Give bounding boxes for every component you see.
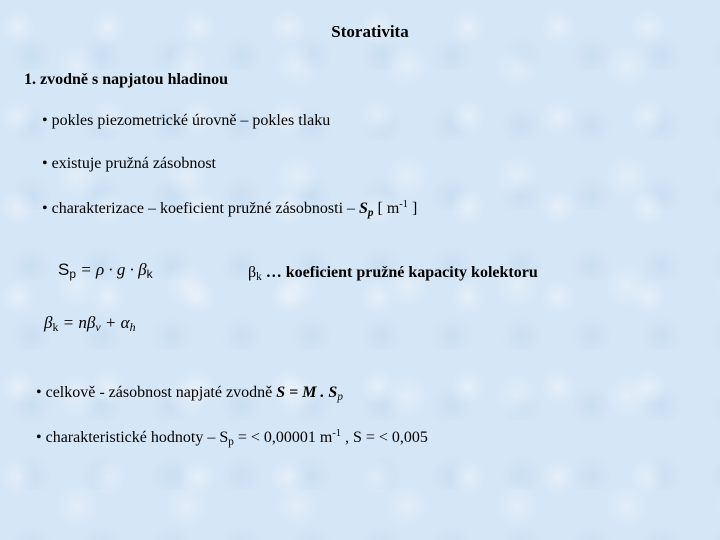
formula-specific-storage [58, 260, 153, 281]
slide-title: Storativita [331, 22, 409, 41]
unit-exponent: -1 [399, 199, 408, 210]
unit-close: ] [407, 200, 418, 217]
values-tail: , S = < 0,005 [340, 429, 428, 446]
formula-rhs-sub: k [146, 267, 153, 281]
bullet-elastic-storage: • existuje pružná zásobnost [42, 155, 216, 172]
values-mid: = < 0,00001 m [233, 429, 333, 446]
storativity-equation: S = M . S [276, 384, 338, 401]
beta-subscript: k [256, 271, 262, 283]
bullet-text: • celkově - zásobnost napjaté zvodně [36, 384, 277, 401]
formula2-plus-sub: h [129, 320, 136, 334]
formula-rhs: = ρ · g · β [75, 260, 147, 279]
formula-lhs: S [58, 260, 70, 279]
formula2-mid-sub: v [95, 320, 101, 334]
formula2-lhs-sub: k [52, 320, 59, 334]
beta-description [248, 264, 538, 283]
bullet-total-storativity [36, 384, 343, 403]
formula2-lhs: β [44, 313, 53, 332]
formula-lhs-sub: p [69, 267, 76, 281]
formula2-mid: = nβ [58, 313, 96, 332]
symbol-subscript: p [367, 207, 374, 219]
bullet-text: • charakteristické hodnoty – S [36, 429, 229, 446]
beta-text: … koeficient pružné kapacity kolektoru [261, 264, 538, 281]
bullet-typical-values [36, 428, 428, 448]
values-sub: p [228, 436, 234, 448]
formula2-plus: + α [100, 313, 130, 332]
bullet-pressure-drop: • pokles piezometrické úrovně – pokles tlaku [42, 112, 331, 129]
formula-beta [44, 313, 136, 335]
bullet-specific-storage-definition [42, 199, 417, 219]
symbol-S: S [359, 200, 368, 217]
unit-open: [ m [373, 200, 400, 217]
storativity-equation-sub: p [337, 391, 343, 403]
values-exponent: -1 [332, 428, 341, 439]
bullet-text: • charakterizace – koeficient pružné zásobnosti – [42, 200, 360, 217]
beta-symbol: β [248, 264, 257, 281]
section-heading: 1. zvodně s napjatou hladinou [24, 71, 229, 88]
